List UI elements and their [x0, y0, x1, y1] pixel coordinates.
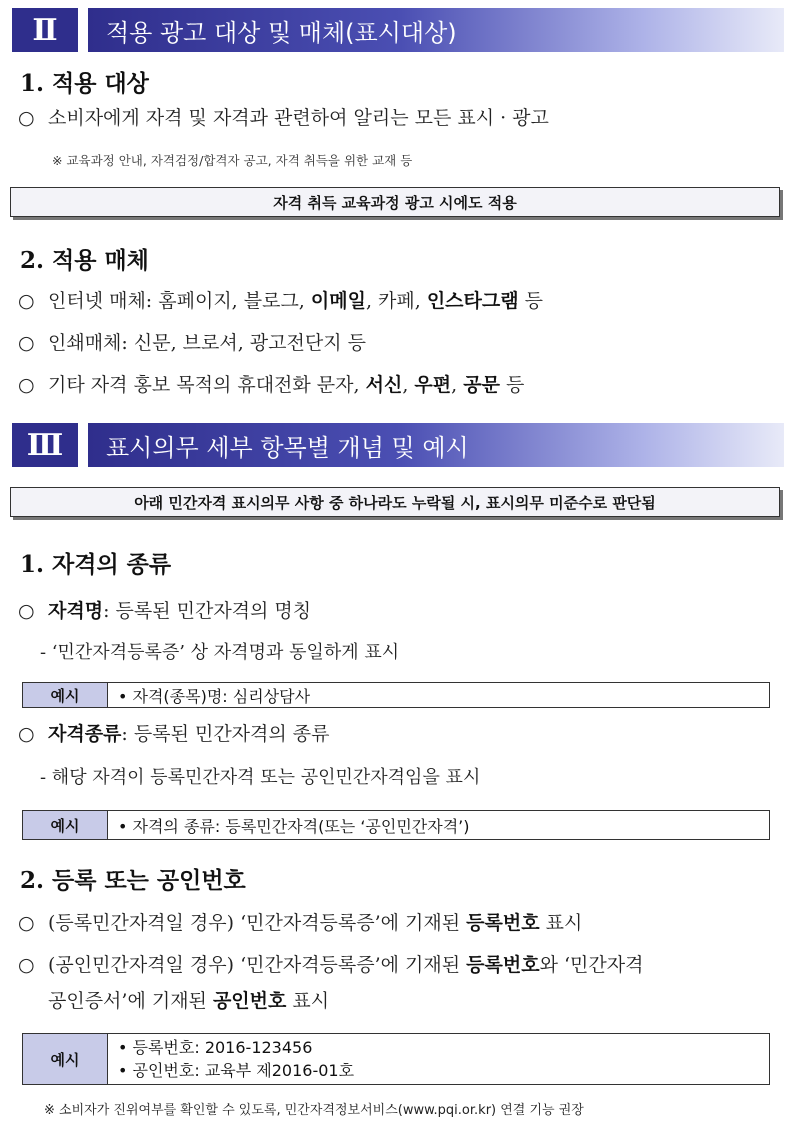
- bold-qualification-kind: 자격종류: [48, 723, 122, 745]
- example-label: 예시: [23, 811, 108, 839]
- bullet-mark: ○: [18, 332, 35, 354]
- text: (공인민간자격일 경우) ‘민간자격등록증’에 기재된: [48, 954, 467, 976]
- footer-note: ※ 소비자가 진위여부를 확인할 수 있도록, 민간자격정보서비스(www.pqi.or.kr) 연결 기능 권장: [44, 1103, 584, 1118]
- bullet-qualification-kind: [18, 719, 329, 746]
- bullet-mark: ○: [18, 600, 35, 622]
- bold-mail: 우편: [414, 374, 452, 396]
- example-body: [108, 1034, 354, 1084]
- bold-email: 이메일: [310, 290, 366, 312]
- section-3-number: Ⅲ: [12, 423, 78, 467]
- bullet-mark: ○: [18, 107, 35, 129]
- subheading-qualification-type: 1. 자격의 종류: [20, 551, 172, 578]
- bullet-target: [18, 103, 549, 130]
- bullet-registered-case: [18, 908, 582, 935]
- bold-qualification-name: 자격명: [48, 600, 104, 622]
- text: 공인증서’에 기재된: [48, 990, 213, 1012]
- example-label: 예시: [23, 1034, 108, 1084]
- example-line: • 공인번호: 교육부 제2016-01호: [118, 1061, 355, 1080]
- text: : 등록된 민간자격의 명칭: [103, 600, 312, 622]
- bullet-qualification-name: [18, 596, 311, 623]
- text: 표시: [286, 990, 330, 1012]
- example-body: [108, 683, 310, 707]
- text: 인쇄매체: 신문, 브로셔, 광고전단지 등: [48, 332, 366, 354]
- bullet-mark: ○: [18, 954, 35, 976]
- bullet-internet-media: [18, 286, 543, 313]
- dash-qualification-name: - ‘민간자격등록증’ 상 자격명과 동일하게 표시: [40, 642, 400, 663]
- text: 기타 자격 홍보 목적의 휴대전화 문자,: [48, 374, 366, 396]
- text: 인터넷 매체: 홈페이지, 블로그,: [48, 290, 311, 312]
- text: 와 ‘민간자격: [539, 954, 644, 976]
- bullet-text: 소비자에게 자격 및 자격과 관련하여 알리는 모든 표시 · 광고: [48, 107, 549, 129]
- example-line: • 자격의 종류: 등록민간자격(또는 ‘공인민간자격’): [118, 816, 470, 836]
- banner-omission-rule: 아래 민간자격 표시의무 사항 중 하나라도 누락될 시, 표시의무 미준수로 판단됨: [10, 487, 780, 517]
- example-line: • 자격(종목)명: 심리상담사: [118, 686, 311, 706]
- bullet-mark: ○: [18, 374, 35, 396]
- section-2-header: [12, 8, 784, 52]
- bold-registration-number: 등록번호: [466, 954, 540, 976]
- example-line: • 등록번호: 2016-123456: [118, 1038, 313, 1057]
- note-examples: ※ 교육과정 안내, 자격검정/합격자 공고, 자격 취득을 위한 교재 등: [52, 153, 413, 168]
- bold-certification-number: 공인번호: [212, 990, 287, 1012]
- bullet-other-media: [18, 370, 524, 397]
- bullet-print-media: [18, 328, 366, 355]
- text: , 카페,: [365, 290, 427, 312]
- text: ,: [451, 374, 464, 396]
- text: (등록민간자격일 경우) ‘민간자격등록증’에 기재된: [48, 912, 467, 934]
- section-3-header: [12, 423, 784, 467]
- section-3-title: 표시의무 세부 항목별 개념 및 예시: [88, 423, 784, 467]
- bullet-mark: ○: [18, 723, 35, 745]
- bold-instagram: 인스타그램: [426, 290, 519, 312]
- subheading-registration-number: 2. 등록 또는 공인번호: [20, 867, 246, 894]
- bold-registration-number: 등록번호: [466, 912, 540, 934]
- bullet-mark: ○: [18, 912, 35, 934]
- subheading-target: 1. 적용 대상: [20, 70, 149, 97]
- bullet-mark: ○: [18, 290, 35, 312]
- text: 등: [499, 374, 525, 396]
- text: 등: [518, 290, 544, 312]
- dash-qualification-kind: - 해당 자격이 등록민간자격 또는 공인민간자격임을 표시: [40, 767, 481, 788]
- example-label: 예시: [23, 683, 108, 707]
- banner-education-ads: 자격 취득 교육과정 광고 시에도 적용: [10, 187, 780, 217]
- example-body: [108, 811, 470, 839]
- bold-official-document: 공문: [463, 374, 500, 396]
- bullet-certified-case-cont: [48, 986, 329, 1013]
- text: 표시: [539, 912, 583, 934]
- example-box-2: [22, 810, 770, 840]
- text: ,: [402, 374, 415, 396]
- subheading-media: 2. 적용 매체: [20, 247, 149, 274]
- example-box-1: [22, 682, 770, 708]
- section-2-number: Ⅱ: [12, 8, 78, 52]
- section-2-title: 적용 광고 대상 및 매체(표시대상): [88, 8, 784, 52]
- text: : 등록된 민간자격의 종류: [121, 723, 330, 745]
- bold-letter: 서신: [365, 374, 403, 396]
- example-box-3: [22, 1033, 770, 1085]
- bullet-certified-case: [18, 950, 643, 977]
